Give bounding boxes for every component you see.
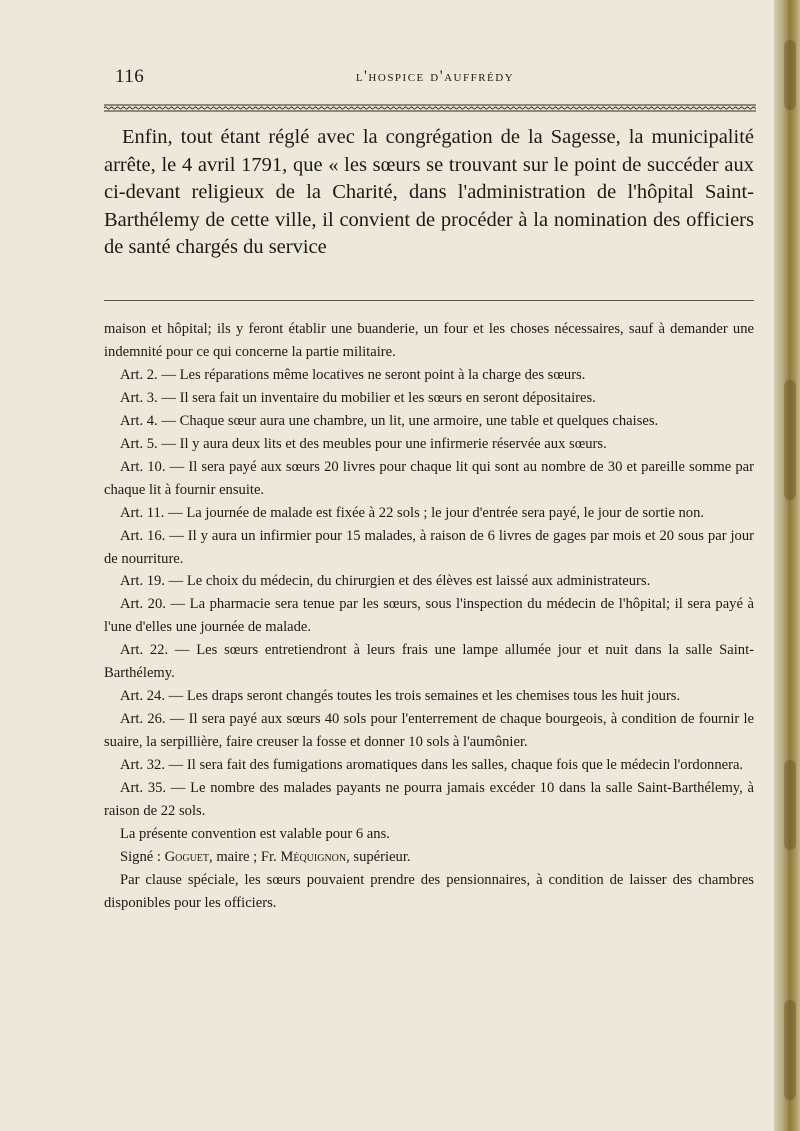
footnote-paragraph: maison et hôpital; ils y feront établir une buanderie, un four et les choses nécessaires, sauf à demander une indemnité pour ce qui concerne la partie militaire. — [104, 321, 754, 360]
signatory-superior: Méquignon — [280, 848, 347, 865]
page-stain — [784, 380, 796, 500]
footnote-paragraph: Art. 2. — Les réparations même locatives ne seront point à la charge des sœurs. — [120, 366, 586, 383]
running-head — [115, 66, 755, 96]
page-edge — [774, 0, 800, 1131]
footnote-paragraph: Art. 35. — Le nombre des malades payants ne pourra jamais excéder 10 dans la salle Saint-Barthélemy, à raison de 22 sols. — [104, 780, 754, 820]
footnote-paragraph: Art. 16. — Il y aura un infirmier pour 15 malades, à raison de 6 livres de gages par mois et 20 sous par jour de nourriture. — [104, 527, 754, 567]
footnote-separator — [104, 300, 754, 301]
footnote-paragraph: Art. 11. — La journée de malade est fixée à 22 sols ; le jour d'entrée sera payé, le jour de sortie non. — [120, 504, 705, 521]
footnote-paragraph: Art. 20. — La pharmacie sera tenue par les sœurs, sous l'inspection du médecin de l'hôpital; il sera payé à l'une d'elles une journée de malade. — [104, 596, 754, 636]
signatory-mayor-role: , maire ; Fr. — [209, 848, 281, 865]
footnote-paragraph: La présente convention est valable pour 6 ans. — [120, 825, 390, 842]
footnote-paragraph: Art. 3. — Il sera fait un inventaire du mobilier et les sœurs en seront dépositaires. — [120, 389, 596, 406]
footnote-paragraph: Art. 5. — Il y aura deux lits et des meubles pour une infirmerie réservée aux sœurs. — [120, 435, 607, 452]
footnote-paragraph: Art. 32. — Il sera fait des fumigations aromatiques dans les salles, chaque fois que le médecin l'ordonnera. — [120, 757, 744, 774]
ornamental-rule — [104, 104, 756, 112]
footnote-paragraph: Art. 26. — Il sera payé aux sœurs 40 sols pour l'enterrement de chaque bourgeois, à condition de fournir le suaire, la serpillière, faire creuser la fosse et donner 10 sols à l'aumônier. — [104, 711, 754, 751]
footnote-paragraph: Art. 22. — Les sœurs entretiendront à leurs frais une lampe allumée jour et nuit dans la salle Saint-Barthélemy. — [104, 642, 754, 682]
signatory-mayor: Goguet — [164, 848, 210, 865]
signature-prefix: Signé : — [120, 848, 165, 865]
book-title: l'hospice d'auffrédy — [355, 68, 515, 85]
page-stain — [784, 1000, 796, 1100]
signature-line — [104, 846, 754, 869]
footnote-paragraph: Art. 19. — Le choix du médecin, du chirurgien et des élèves est laissé aux administrateurs. — [120, 573, 651, 590]
signatory-superior-role: , supérieur. — [346, 848, 411, 865]
main-paragraph: Enfin, tout étant réglé avec la congrégation de la Sagesse, la municipalité arrête, le 4 avril 1791, que « les sœurs se trouvant sur le point de succéder aux ci-devant religieux de la Charité, dans l'administration de l'hôpital Saint-Barthélemy de cette ville, il convient de procéder à la nomination des officiers de santé chargés du service — [104, 126, 754, 258]
footnote-paragraph: Art. 10. — Il sera payé aux sœurs 20 livres pour chaque lit qui sont au nombre de 30 et pareille somme par chaque lit à fournir ensuite. — [104, 458, 754, 498]
page-number: 116 — [115, 66, 145, 87]
closing-paragraph: Par clause spéciale, les sœurs pouvaient prendre des pensionnaires, à condition de laisser des chambres disponibles pour les officiers. — [104, 871, 754, 911]
footnote-paragraph: Art. 24. — Les draps seront changés toutes les trois semaines et les chemises tous les huit jours. — [120, 688, 681, 705]
footnote-paragraph: Art. 4. — Chaque sœur aura une chambre, un lit, une armoire, une table et quelques chaises. — [120, 412, 659, 429]
footnote-block — [104, 318, 754, 915]
footnote-paragraphs — [104, 318, 754, 846]
page-stain — [784, 40, 796, 110]
page-stain — [784, 760, 796, 850]
